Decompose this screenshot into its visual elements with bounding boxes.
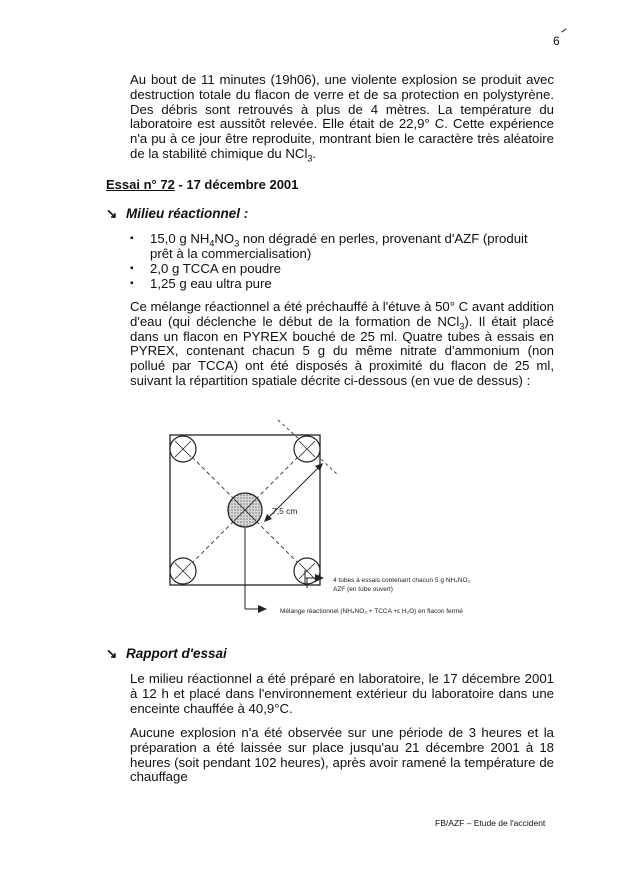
page-footer: FB/AZF – Etude de l'accident [435, 818, 546, 828]
paragraph-1-subscript: 3 [307, 153, 313, 164]
arrow-bullet-icon: ↘ [106, 206, 118, 221]
reactant-text: NO [214, 231, 235, 246]
section-milieu-heading [106, 206, 248, 222]
essai-number: Essai n° 72 [106, 177, 175, 192]
test-tube-bottom-left [170, 558, 196, 584]
mixture-arrowhead [258, 605, 267, 613]
reactant-list [130, 231, 554, 291]
section-rapport-heading [106, 646, 227, 662]
list-item [130, 261, 554, 276]
page-number-mark [561, 28, 566, 32]
reactant-subscript: 3 [234, 238, 240, 249]
reactant-text: 2,0 g TCCA en poudre [150, 261, 281, 276]
setup-diagram [150, 410, 510, 630]
diagonal-extension [278, 420, 300, 440]
test-tube-top-right [294, 436, 320, 462]
tubes-label-line1: 4 tubes à essais contenant chacun 5 g NH₄NO₃ [333, 577, 471, 584]
tubes-label-line2: AZF (en tube ouvert) [333, 586, 393, 593]
list-item [130, 231, 554, 261]
page-number: 6 [553, 34, 560, 48]
paragraph-explosion [130, 73, 554, 162]
mixture-label: Mélange réactionnel (NH₄NO₃ + TCCA +ε H₂O) en flacon fermé [280, 608, 463, 615]
distance-label: 7,5 cm [272, 506, 298, 516]
paragraph-2-end: ). Il était placé dans un flacon en PYREX bouché de 25 ml. Quatre tubes à essais en PYREX, contenant chacun 5 g du même nitrate d'ammonium (non pollué par TCCA) ont été disposés à proximité du flacon de 25 ml, suivant la répartition spatiale décrite ci-dessous (en vue de dessus) : [130, 313, 554, 388]
reactant-text: 15,0 g NH [150, 231, 210, 246]
arrow-bullet-icon: ↘ [106, 646, 118, 661]
paragraph-1-text: Au bout de 11 minutes (19h06), une violente explosion se produit avec destruction totale du flacon de verre et de sa protection en polystyrène. Des débris sont retrouvés à plus de 4 mètres. La température du laboratoire est aussitôt relevée. Elle était de 22,9° C. Cette expérience n'a pu à ce jour être reproduite, montrant bien le caractère très aléatoire de la stabilité chimique du NCl [130, 72, 554, 161]
reactant-text: 1,25 g eau ultra pure [150, 276, 272, 291]
essai-date: 17 décembre 2001 [186, 177, 299, 192]
paragraph-rapport-1: Le milieu réactionnel a été préparé en laboratoire, le 17 décembre 2001 à 12 h et placé dans l'environnement extérieur du laboratoire dans une enceinte chauffée à 40,9°C. [130, 671, 554, 716]
section-milieu-label: Milieu réactionnel : [126, 206, 249, 221]
paragraph-preparation [130, 300, 554, 389]
paragraph-2-subscript: 3 [459, 321, 465, 332]
section-rapport-label: Rapport d'essai [126, 646, 227, 661]
reaction-flask [228, 493, 262, 527]
paragraph-rapport-2: Aucune explosion n'a été observée sur une période de 3 heures et la préparation a été laissée sur place jusqu'au 21 décembre 2001 à 18 heures (soit pendant 102 heures), après avoir ramené la température de chauffage [130, 725, 554, 785]
paragraph-2-text: Ce mélange réactionnel a été préchauffé à l'étuve à 50° C avant addition d'eau (qui déclenche le début de la formation de NCl [130, 299, 554, 329]
test-tube-top-left [170, 436, 196, 462]
essai-separator: - [174, 177, 187, 192]
essai-heading [106, 177, 298, 192]
reactant-subscript: 4 [209, 238, 215, 249]
reactant-text: non dégradé en perles, provenant d'AZF (produit prêt à la commercialisation) [150, 231, 528, 261]
list-item [130, 276, 554, 291]
paragraph-1-end: . [312, 145, 317, 161]
